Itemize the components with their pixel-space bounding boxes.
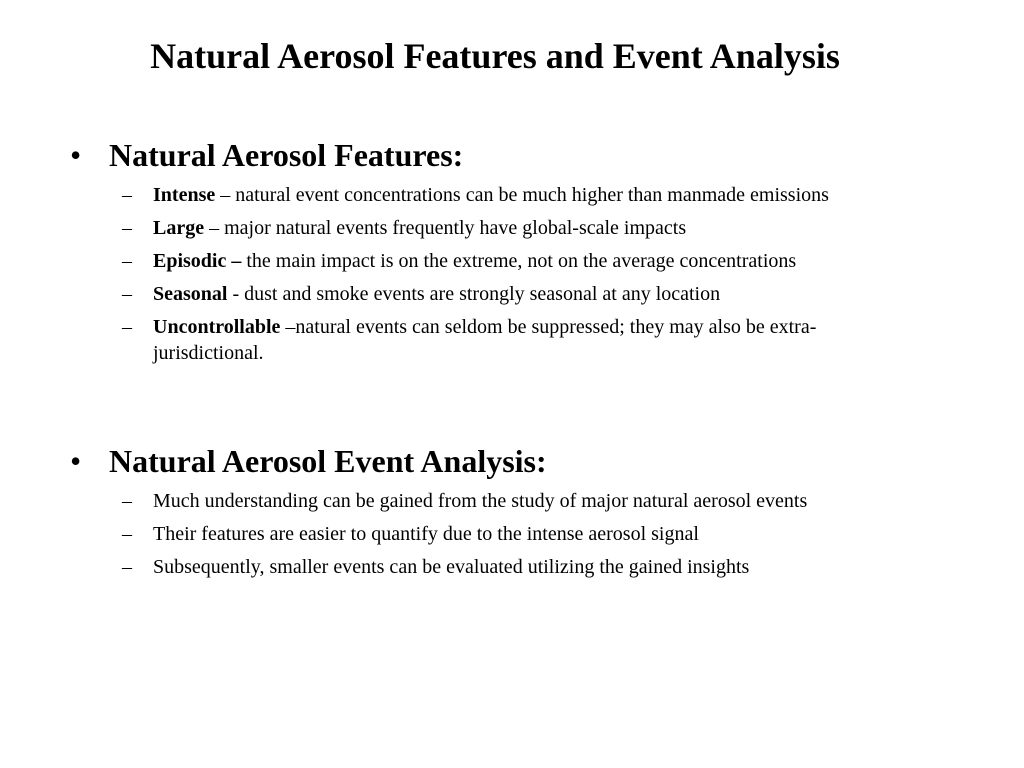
dash-icon: – [122,184,132,206]
list-item-large [0,215,1024,241]
item-term: Intense [153,184,216,206]
item-term: Uncontrollable [153,316,281,338]
dash-icon: – [122,283,132,305]
section-natural-aerosol-features [0,135,1024,366]
list-item [0,521,1024,547]
bullet-icon: • [70,137,82,173]
item-text: Subsequently, smaller events can be evaluated utilizing the gained insights [153,556,750,578]
item-text: –natural events can seldom be suppressed; they may also be extra-jurisdictional. [153,316,817,364]
item-text: Their features are easier to quantify due to the intense aerosol signal [153,523,699,545]
list-item-episodic [0,248,1024,274]
bullet-icon: • [70,443,82,479]
item-text: the main impact is on the extreme, not on the average concentrations [241,250,797,272]
item-text: - dust and smoke events are strongly seasonal at any location [227,283,721,305]
item-term: Seasonal [153,283,228,305]
section-natural-aerosol-event-analysis [0,441,1024,580]
heading-text: Natural Aerosol Event Analysis: [109,443,547,479]
dash-icon: – [122,217,132,239]
dash-icon: – [122,490,132,512]
feature-list [0,182,1024,366]
dash-icon: – [122,316,132,338]
section-heading [0,441,1024,481]
item-text: – major natural events frequently have global-scale impacts [204,217,687,239]
slide-title: Natural Aerosol Features and Event Analysis [150,36,840,76]
list-item [0,488,1024,514]
item-text: – natural event concentrations can be much higher than manmade emissions [215,184,829,206]
item-term: Large [153,217,205,239]
item-term: Episodic – [153,250,242,272]
list-item-seasonal [0,281,1024,307]
section-heading [0,135,1024,175]
analysis-list [0,488,1024,580]
dash-icon: – [122,523,132,545]
list-item [0,554,1024,580]
heading-text: Natural Aerosol Features: [109,137,464,173]
item-text: Much understanding can be gained from the study of major natural aerosol events [153,490,808,512]
dash-icon: – [122,556,132,578]
list-item-intense [0,182,1024,208]
dash-icon: – [122,250,132,272]
list-item-uncontrollable [0,314,1024,366]
